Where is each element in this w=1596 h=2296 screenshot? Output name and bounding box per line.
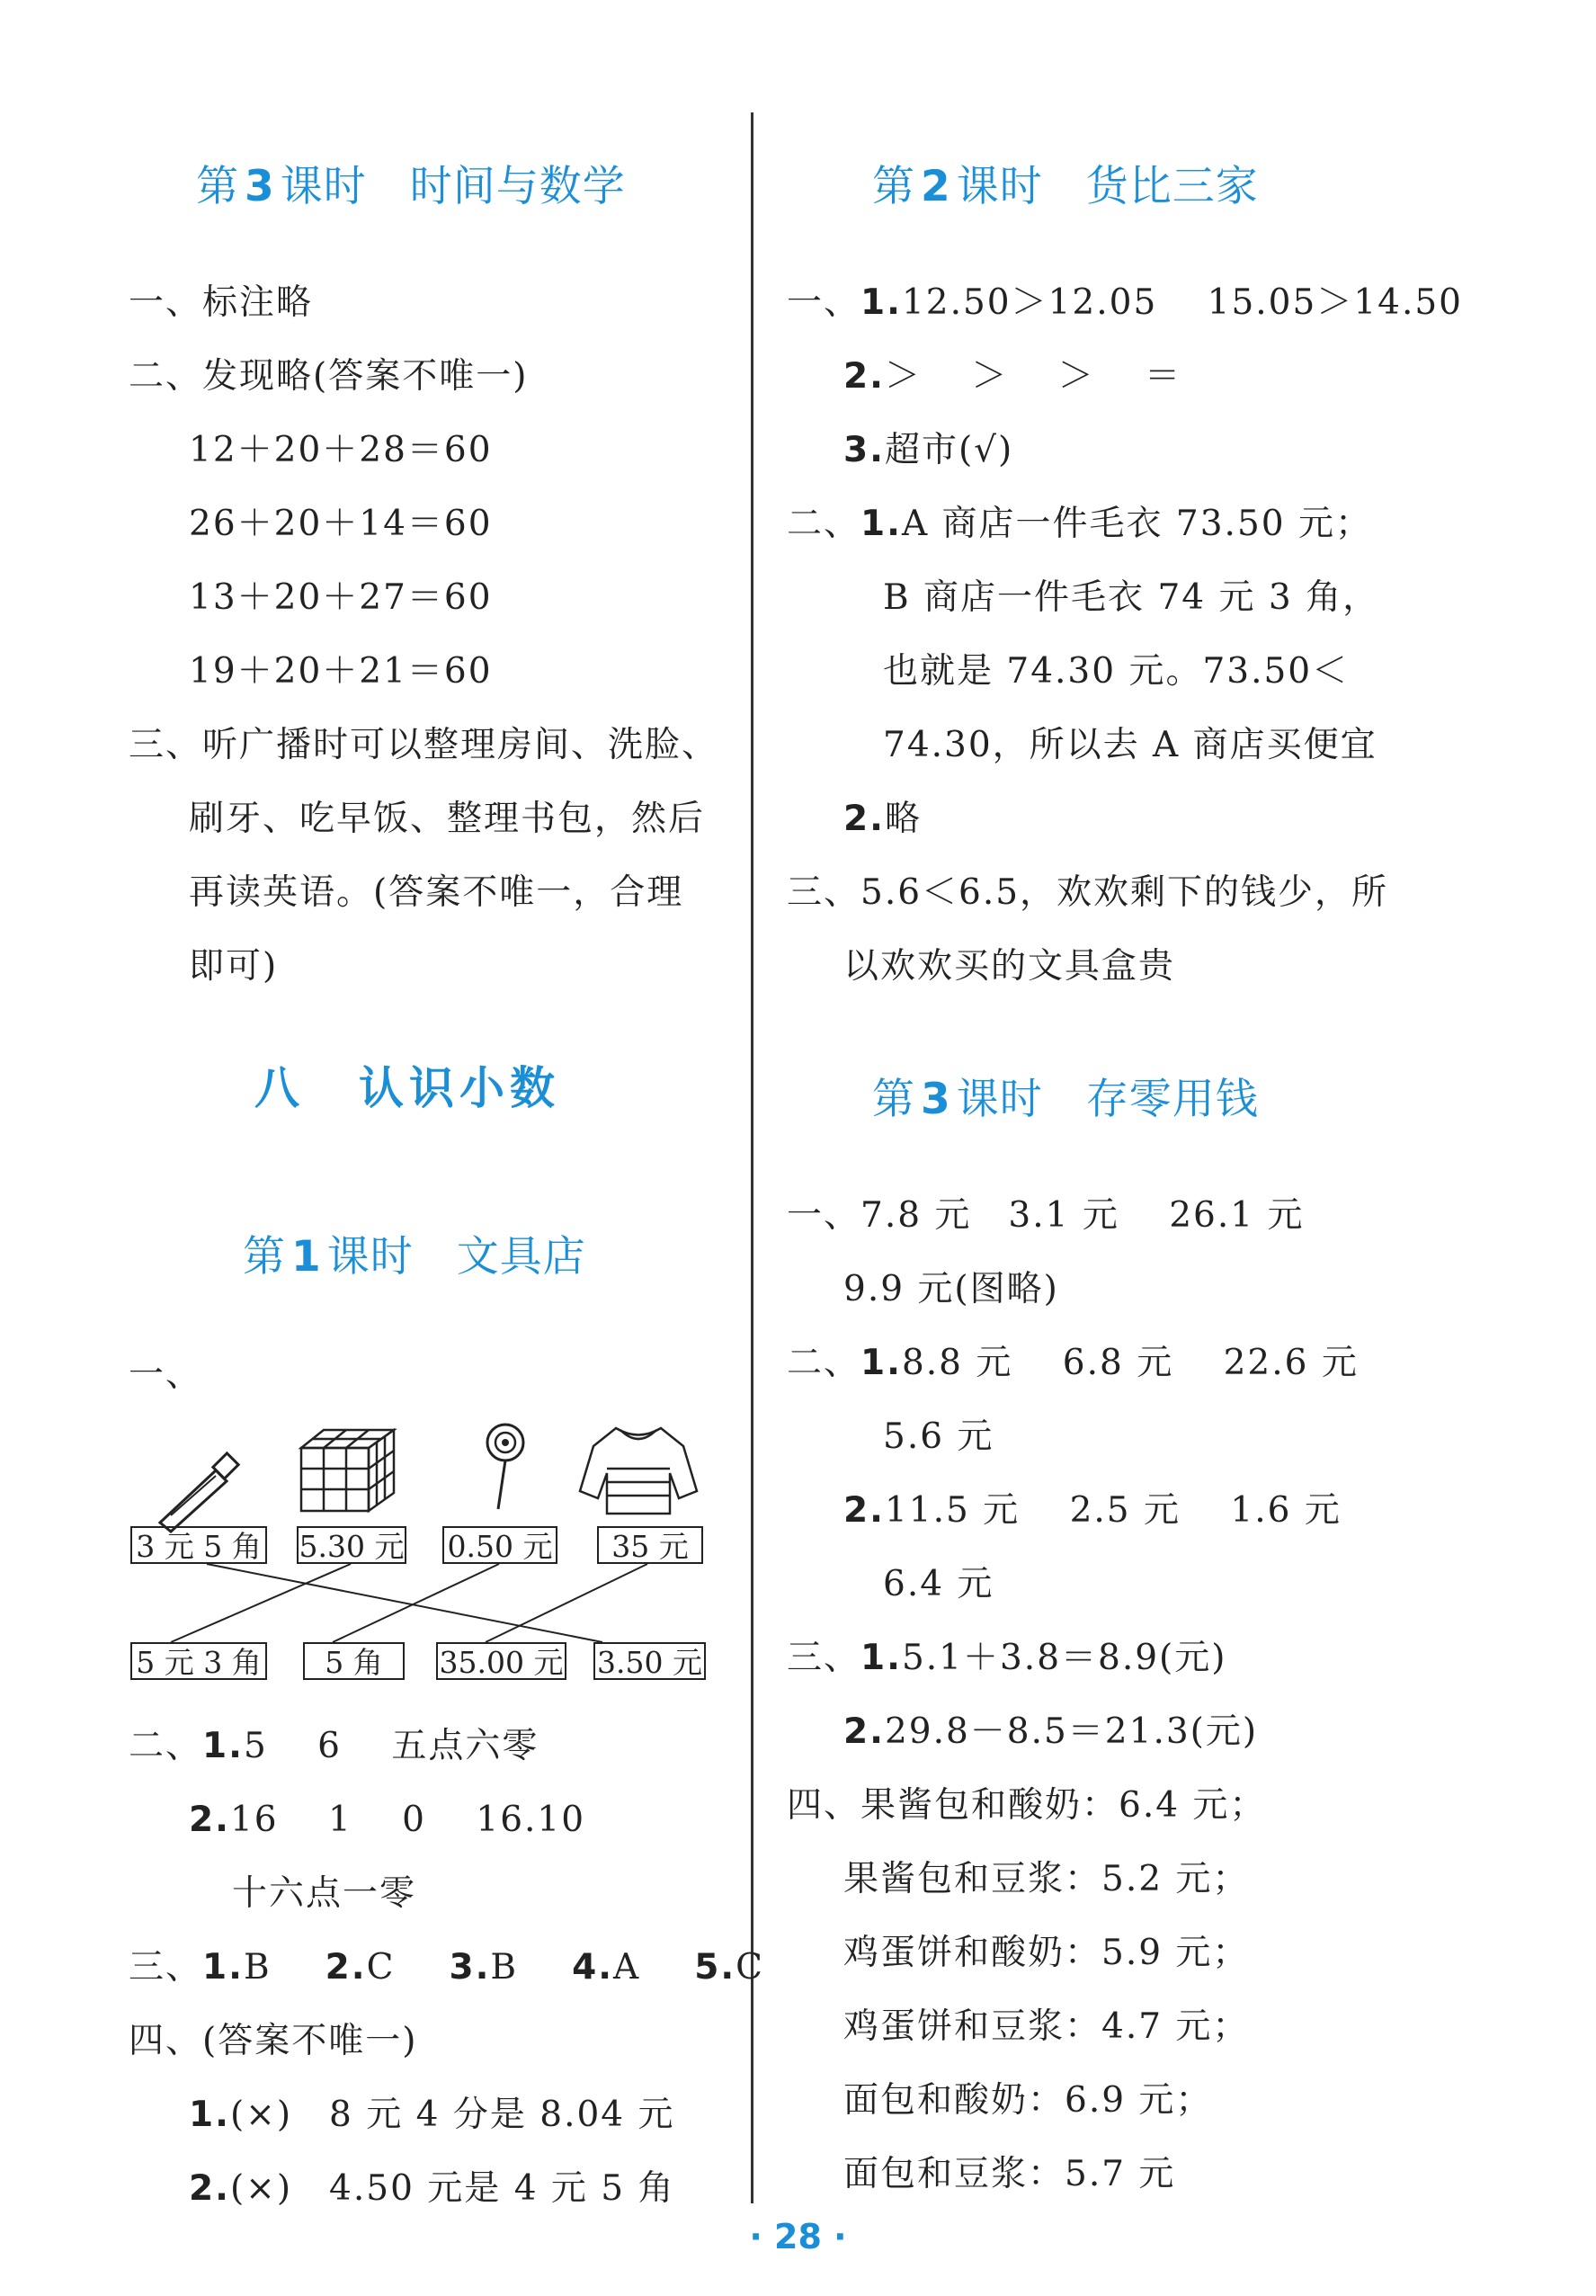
price-box: 35 元 (597, 1526, 703, 1564)
unit-number: 八 (254, 1062, 305, 1114)
answer-line: 十六点一零 (232, 1873, 417, 1914)
column-divider (751, 112, 753, 2203)
cube-icon (297, 1425, 400, 1515)
answer-line: 9.9 元(图略) (843, 1269, 1059, 1309)
answer-line: 果酱包和豆浆：5.2 元； (843, 1859, 1250, 1899)
toothpaste-icon (153, 1443, 243, 1533)
answer-line: 26＋20＋14＝60 (189, 504, 493, 544)
answer-line: 2.(×) 4.50 元是 4 元 5 角 (189, 2168, 675, 2209)
answer-line: 一、1.12.50＞12.05 15.05＞14.50 (787, 282, 1463, 323)
answer-line: 二、1.8.8 元 6.8 元 22.6 元 (787, 1343, 1359, 1383)
heading-number: 3 (921, 1075, 951, 1124)
answer-line: 74.30，所以去 A 商店买便宜 (883, 725, 1378, 765)
heading-suffix: 课时 (956, 1075, 1043, 1124)
answer-line: 二、1.5 6 五点六零 (129, 1726, 539, 1766)
answer-line: 12＋20＋28＝60 (189, 430, 493, 470)
heading-title: 货比三家 (1085, 162, 1259, 211)
answer-line: 3.超市(√) (843, 430, 1014, 470)
answer-line: 一、 (129, 1354, 203, 1395)
answer-line: 鸡蛋饼和酸奶：5.9 元； (843, 1933, 1250, 1973)
answer-line: 刷牙、吃早饭、整理书包，然后 (189, 799, 706, 839)
heading-number: 2 (921, 162, 951, 211)
heading-prefix: 第 (243, 1232, 286, 1282)
answer-line: 鸡蛋饼和豆浆：4.7 元； (843, 2006, 1250, 2047)
price-box: 0.50 元 (442, 1526, 557, 1564)
page-number: · 28 · (749, 2217, 847, 2256)
heading-number: 1 (291, 1232, 322, 1282)
answer-line: 1.(×) 8 元 4 分是 8.04 元 (189, 2095, 675, 2135)
answer-line: 面包和酸奶：6.9 元； (843, 2080, 1213, 2121)
answer-line: 6.4 元 (883, 1564, 994, 1604)
unit-heading (254, 1052, 560, 1117)
price-box: 3 元 5 角 (130, 1526, 267, 1564)
answer-line: 一、标注略 (129, 282, 314, 323)
answer-line: 以欢欢买的文具盒贵 (843, 946, 1176, 987)
answer-line: 三、1.5.1＋3.8＝8.9(元) (787, 1638, 1227, 1678)
answer-line: 2.11.5 元 2.5 元 1.6 元 (843, 1490, 1342, 1531)
answer-line: 三、1.B 2.C 3.B 4.A 5.C (129, 1947, 764, 1988)
answer-line: 四、(答案不唯一) (129, 2021, 418, 2061)
answer-line: 三、听广播时可以整理房间、洗脸、 (129, 725, 719, 765)
heading-title: 存零用钱 (1085, 1075, 1259, 1124)
price-box: 35.00 元 (436, 1642, 566, 1680)
answer-line: 也就是 74.30 元。73.50＜ (883, 651, 1350, 692)
answer-line: 2.略 (843, 799, 922, 839)
answer-line: 5.6 元 (883, 1416, 994, 1457)
answer-line: 二、1.A 商店一件毛衣 73.50 元； (787, 504, 1372, 544)
matching-lines (126, 1563, 719, 1644)
heading-prefix: 第 (872, 1075, 915, 1124)
sweater-icon (575, 1419, 701, 1518)
answer-line: 一、7.8 元 3.1 元 26.1 元 (787, 1195, 1305, 1236)
answer-line: 三、5.6＜6.5，欢欢剩下的钱少，所 (787, 872, 1389, 913)
price-box: 5 角 (303, 1642, 405, 1680)
unit-title: 认识小数 (359, 1062, 560, 1114)
heading-title: 文具店 (456, 1232, 586, 1282)
answer-line: 19＋20＋21＝60 (189, 651, 493, 692)
price-box: 5.30 元 (297, 1526, 406, 1564)
heading-prefix: 第 (872, 162, 915, 211)
heading-suffix: 课时 (280, 162, 367, 211)
answer-line: 面包和豆浆：5.7 元 (843, 2154, 1176, 2194)
answer-line: 2.＞ ＞ ＞ ＝ (843, 356, 1182, 397)
answer-line: B 商店一件毛衣 74 元 3 角， (883, 577, 1380, 618)
answer-line: 二、发现略(答案不唯一) (129, 356, 529, 397)
answer-line: 即可) (189, 946, 279, 987)
price-box: 3.50 元 (593, 1642, 706, 1680)
answer-line: 2.16 1 0 16.10 (189, 1800, 586, 1840)
lollipop-icon (478, 1421, 532, 1511)
lesson-heading (872, 1066, 1259, 1126)
heading-suffix: 课时 (956, 162, 1043, 211)
heading-title: 时间与数学 (409, 162, 626, 211)
heading-prefix: 第 (196, 162, 239, 211)
answer-line: 2.29.8－8.5＝21.3(元) (843, 1711, 1259, 1752)
heading-number: 3 (245, 162, 275, 211)
lesson-heading (243, 1223, 586, 1283)
answer-line: 再读英语。(答案不唯一，合理 (189, 872, 684, 913)
heading-suffix: 课时 (326, 1232, 414, 1282)
price-box: 5 元 3 角 (130, 1642, 267, 1680)
lesson-heading (196, 153, 626, 213)
lesson-heading (872, 153, 1259, 213)
answer-line: 13＋20＋27＝60 (189, 577, 493, 618)
answer-line: 四、果酱包和酸奶：6.4 元； (787, 1785, 1267, 1826)
